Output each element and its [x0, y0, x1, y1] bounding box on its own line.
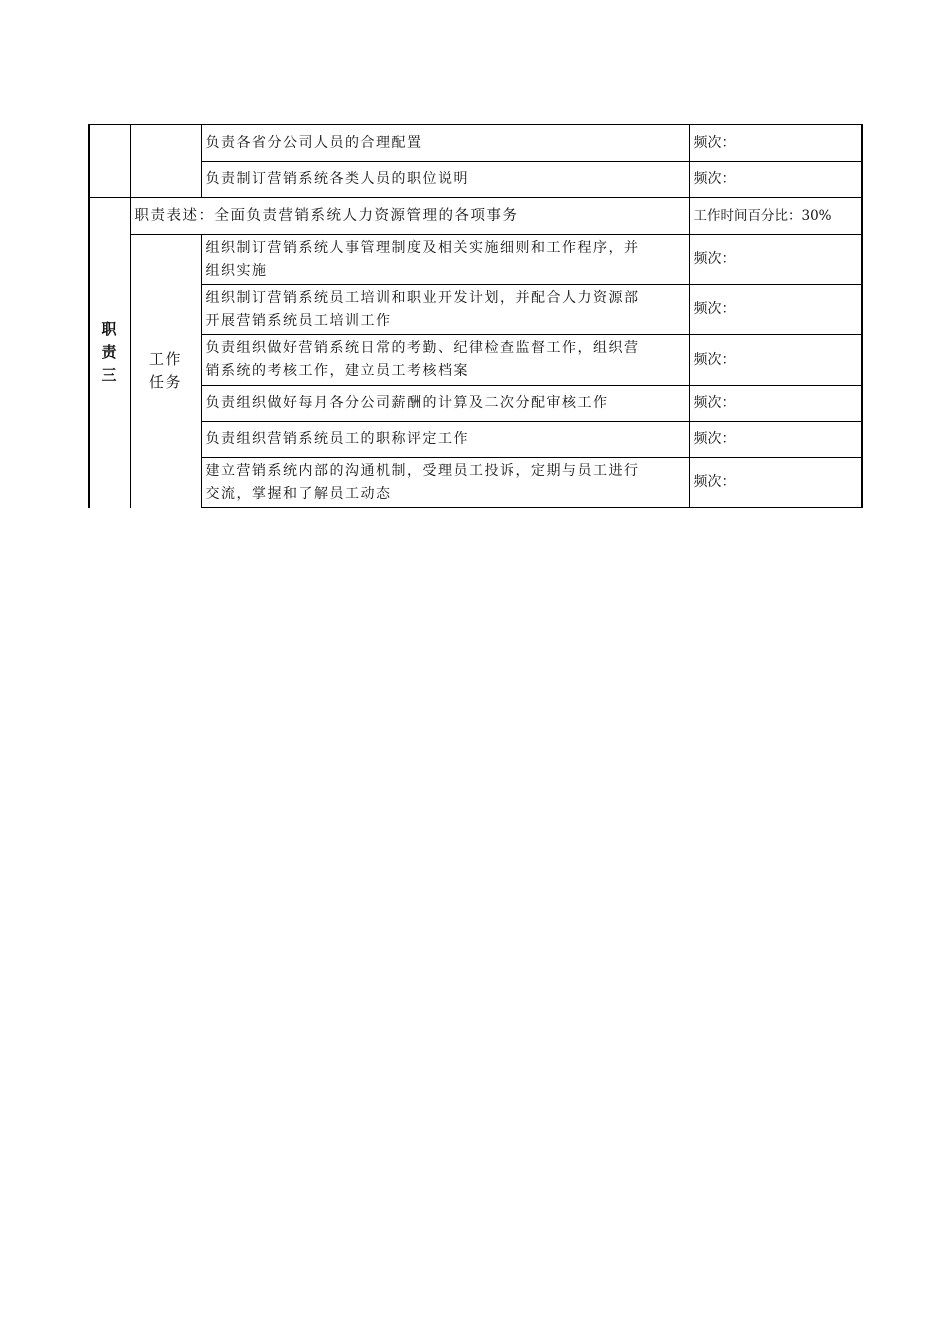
task-text: 组织制订营销系统人事管理制度及相关实施细则和工作程序，并 组织实施: [201, 235, 689, 285]
task-frequency: 频次：: [689, 162, 862, 198]
table-row: [89, 125, 862, 162]
table-row: [89, 285, 862, 335]
table-row: [89, 458, 862, 508]
table-row: [89, 335, 862, 386]
task-label: 工作 任务: [130, 235, 201, 508]
task-text: 组织制订营销系统员工培训和职业开发计划，并配合人力资源部 开展营销系统员工培训工作: [201, 285, 689, 335]
table-row: [89, 235, 862, 285]
task-frequency: 频次：: [689, 422, 862, 458]
task-frequency: 频次：: [689, 386, 862, 422]
task-frequency: 频次：: [689, 335, 862, 386]
prev-duty-title-cell: [89, 125, 130, 198]
task-text: 负责各省分公司人员的合理配置: [201, 125, 689, 162]
table-row: [89, 198, 862, 235]
time-percentage: 工作时间百分比：30%: [689, 198, 862, 235]
task-text: 负责组织营销系统员工的职称评定工作: [201, 422, 689, 458]
duty-description: 职责表述：全面负责营销系统人力资源管理的各项事务: [130, 198, 689, 235]
table-row: [89, 162, 862, 198]
task-frequency: 频次：: [689, 125, 862, 162]
task-frequency: 频次：: [689, 235, 862, 285]
table-row: [89, 422, 862, 458]
duty-title: 职 责 三: [89, 198, 130, 508]
task-text: 建立营销系统内部的沟通机制，受理员工投诉，定期与员工进行 交流，掌握和了解员工动态: [201, 458, 689, 508]
task-text: 负责制订营销系统各类人员的职位说明: [201, 162, 689, 198]
task-frequency: 频次：: [689, 285, 862, 335]
table-row: [89, 386, 862, 422]
task-text: 负责组织做好营销系统日常的考勤、纪律检查监督工作，组织营 销系统的考核工作，建立员工考核档案: [201, 335, 689, 386]
prev-task-label-cell: [130, 125, 201, 198]
task-frequency: 频次：: [689, 458, 862, 508]
duties-table: [88, 124, 863, 508]
task-text: 负责组织做好每月各分公司薪酬的计算及二次分配审核工作: [201, 386, 689, 422]
